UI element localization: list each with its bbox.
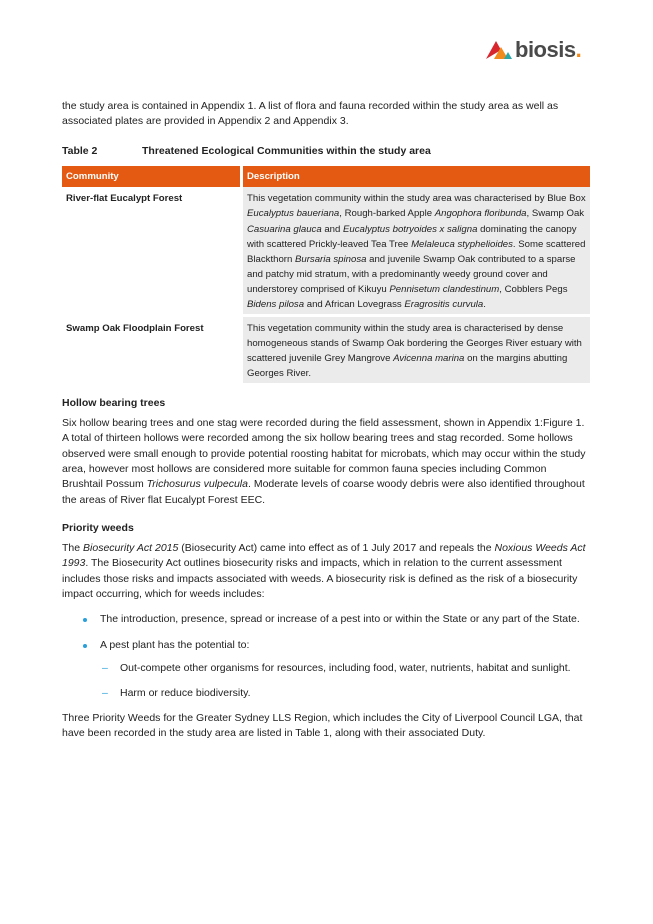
table-caption-number: Table 2 [62, 144, 98, 157]
pest-potential-list [100, 661, 590, 701]
tec-table [62, 166, 590, 383]
description-cell: This vegetation community within the study area is characterised by dense homogeneous stands of Swamp Oak bordering the Georges River estuary with scattered juvenile Grey Mangrove Avicenna marina on the margins abutting Georges River. [243, 317, 590, 383]
community-cell: Swamp Oak Floodplain Forest [62, 317, 243, 383]
biosecurity-paragraph: The Biosecurity Act 2015 (Biosecurity Act) came into effect as of 1 July 2017 and repeals the Noxious Weeds Act 1993. The Biosecurity Act outlines biosecurity risks and impacts, which in relation to the current assessment includes those risks and impacts associated with weeds. A biosecurity risk is defined as the risk of a biosecurity impact occurring, which for weeds includes: [62, 541, 586, 600]
closing-paragraph: Three Priority Weeds for the Greater Sydney LLS Region, which includes the City of Liverpool Council LGA, that have been recorded in the study area are listed in Table 1, along with their associated Duty. [62, 711, 583, 740]
dash-bullet-icon: – [102, 662, 108, 675]
logo-text: biosis. [515, 37, 582, 62]
table-caption [62, 144, 590, 159]
biosecurity-risk-list [62, 612, 590, 701]
column-header-description: Description [243, 166, 590, 187]
sub-list-item: – Harm or reduce biodiversity. [100, 686, 590, 701]
intro-paragraph: the study area is contained in Appendix 1. A list of flora and fauna recorded within the study area as well as associated plates are provided in Appendix 2 and Appendix 3. [62, 100, 559, 128]
community-cell: River-flat Eucalypt Forest [62, 187, 243, 317]
list-item: A pest plant has the potential to: – Out-compete other organisms for resources, including food, water, nutrients, habitat and sunlight. – Harm or reduce biodiversity. [62, 638, 590, 701]
bullet-dot-icon [83, 618, 87, 622]
priority-weeds-heading: Priority weeds [62, 522, 134, 535]
table-row [62, 187, 590, 317]
table-caption-title: Threatened Ecological Communities within the study area [142, 144, 431, 157]
hollow-trees-paragraph: Six hollow bearing trees and one stag were recorded during the field assessment, shown in Appendix 1:Figure 1. A total of thirteen hollows were recorded among the six hollow bearing trees and stag recorded. Some hollows observed were small enough to provide potential roosting habitat for microbats, which may occur within the study area, however most hollows are considered more suitable for common fauna species including Common Brushtail Possum Trichosurus vulpecula. Moderate levels of coarse woody debris were also identified throughout the areas of River flat Eucalypt Forest EEC. [62, 416, 586, 506]
biosis-logo [484, 37, 581, 63]
dash-bullet-icon: – [102, 686, 108, 699]
biosis-logo-mark-icon [484, 37, 514, 63]
list-item: The introduction, presence, spread or increase of a pest into or within the State or any part of the State. [62, 612, 590, 627]
column-header-community: Community [62, 166, 243, 187]
description-cell: This vegetation community within the study area was characterised by Blue Box Eucalyptus baueriana, Rough-barked Apple Angophora floribunda, Swamp Oak Casuarina glauca and Eucalyptus botryoides x saligna dominating the canopy with scattered Prickly-leaved Tea Tree Melaleuca styphelioides. Some scattered Blackthorn Bursaria spinosa and juvenile Swamp Oak contributed to a sparse and patchy mid stratum, with a predominantly weedy ground cover and understorey comprised of Kikuyu Pennisetum clandestinum, Cobblers Pegs Bidens pilosa and African Lovegrass Eragrositis curvula. [243, 187, 590, 317]
hollow-trees-heading: Hollow bearing trees [62, 397, 166, 410]
table-row [62, 317, 590, 383]
bullet-dot-icon [83, 644, 87, 648]
table-header-row [62, 166, 590, 187]
sub-list-item: – Out-compete other organisms for resources, including food, water, nutrients, habitat and sunlight. [100, 661, 590, 676]
document-body [62, 99, 590, 742]
